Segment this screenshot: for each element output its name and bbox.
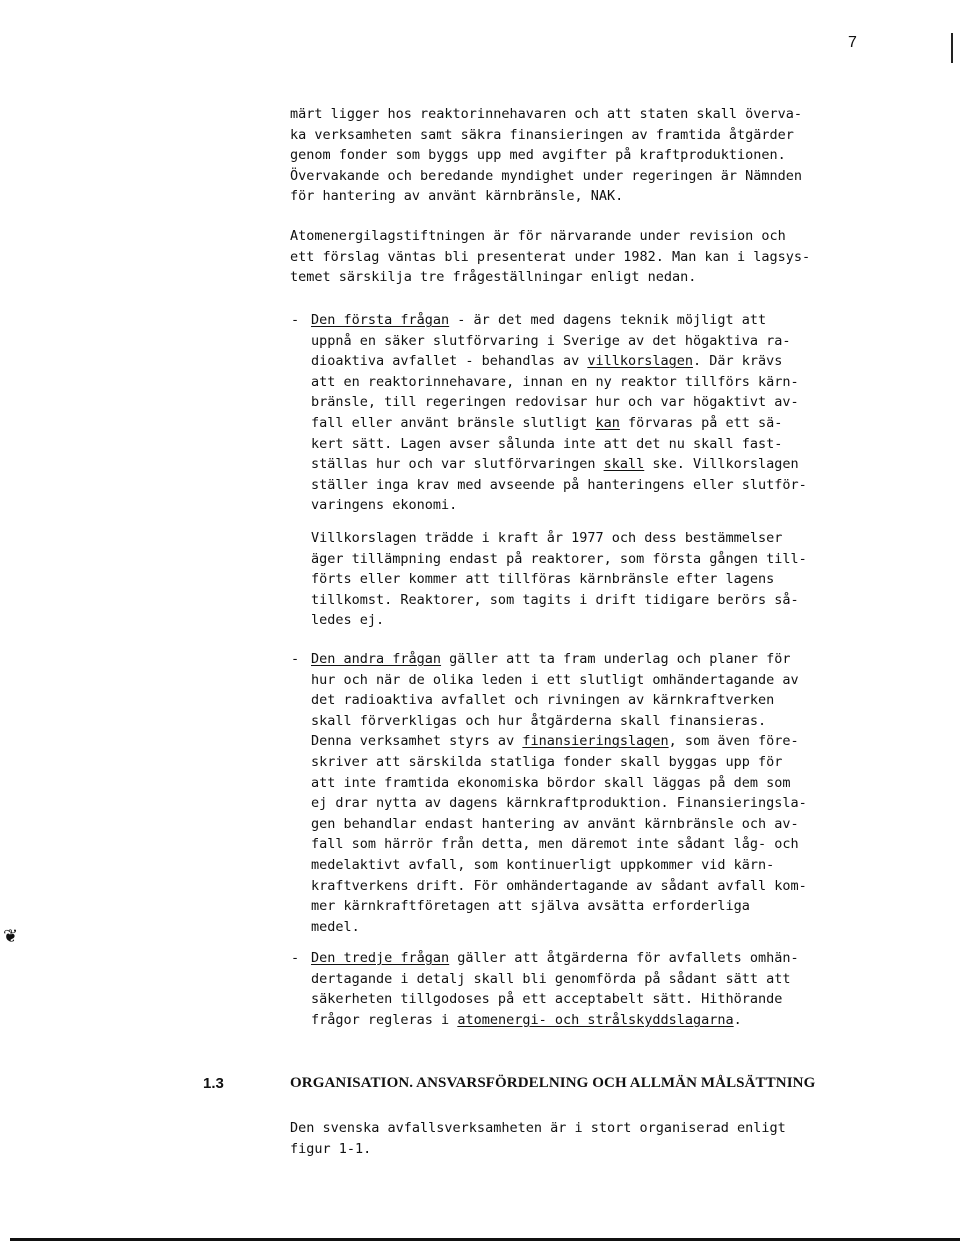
text-line: Övervakande och beredande myndighet under regeringen är Nämnden <box>290 167 803 184</box>
text-span: . Där krävs <box>693 353 783 370</box>
text-line: tillkomst. Reaktorer, som tagits i drift tidigare berörs så- <box>311 591 799 608</box>
text-line: för hantering av använt kärnbränsle, NAK. <box>290 188 624 205</box>
paragraph-legislation <box>290 226 870 288</box>
text-line: mer kärnkraftföretagen att själva avsätta erforderliga <box>311 898 750 915</box>
text-line: temet särskilja tre frågeställningar enligt nedan. <box>290 269 697 286</box>
text-span: gäller att ta fram underlag och planer för <box>441 651 791 667</box>
text-line: dertagande i detalj skall bli genomförda på sådant sätt att <box>311 970 791 987</box>
term-third-question: Den tredje frågan <box>311 950 450 966</box>
text-line <box>311 649 871 670</box>
text-line: medel. <box>311 918 360 935</box>
text-line: ställer inga krav med avseende på hanteringens eller slutför- <box>311 476 807 493</box>
text-span: fall eller använt bränsle slutligt <box>311 414 596 431</box>
paragraph-intro <box>290 104 870 207</box>
text-span: , som även före- <box>668 733 799 750</box>
text-span: - är det med dagens teknik möjligt att <box>449 312 767 328</box>
text-line <box>311 454 871 475</box>
paragraph-organisation <box>290 1118 870 1159</box>
text-line: ej drar nytta av dagens kärnkraftproduktion. Finansieringsla- <box>311 795 807 812</box>
text-line: figur 1-1. <box>290 1140 372 1157</box>
text-line <box>311 310 871 331</box>
text-line: Atomenergilagstiftningen är för närvarande under revision och <box>290 228 786 244</box>
text-span: Denna verksamhet styrs av <box>311 733 523 750</box>
text-line: Den svenska avfallsverksamheten är i stort organiserad enligt <box>290 1120 786 1136</box>
paragraph-villkorslagen <box>311 528 871 631</box>
text-line: ett förslag väntas bli presenterat under 1982. Man kan i lagsys- <box>290 248 811 265</box>
text-line: medelaktivt avfall, som kontinuerligt uppkommer vid kärn- <box>311 856 775 873</box>
text-line: äger tillämpning endast på reaktorer, som första gången till- <box>311 550 807 567</box>
page-number: 7 <box>848 34 857 51</box>
section-title: ORGANISATION. ANSVARSFÖRDELNING OCH ALLMÄN MÅLSÄTTNING <box>290 1075 816 1091</box>
list-item-third-question <box>291 948 871 1030</box>
text-line: att inte framtida ekonomiska bördor skall läggas på dem som <box>311 774 791 791</box>
text-line: ka verksamheten samt säkra finansieringen av framtida åtgärder <box>290 126 794 143</box>
text-line: Villkorslagen trädde i kraft år 1977 och dess bestämmelser <box>311 530 783 546</box>
list-item-second-question <box>291 649 871 937</box>
text-line: fall som härrör från detta, men däremot inte sådant låg- och <box>311 836 799 853</box>
term-skall: skall <box>603 456 645 473</box>
text-line <box>311 948 871 969</box>
text-line: uppnå en säker slutförvaring i Sverige av det högaktiva ra- <box>311 332 791 349</box>
text-line: skriver att särskilda statliga fonder skall byggas upp för <box>311 753 783 770</box>
text-line: ledes ej. <box>311 612 385 629</box>
text-line <box>311 351 871 372</box>
list-item-first-question <box>291 310 871 516</box>
text-line: gen behandlar endast hantering av använt kärnbränsle och av- <box>311 815 799 832</box>
text-span: ställas hur och var slutförvaringen <box>311 456 604 473</box>
text-span: frågor regleras i <box>311 1011 458 1028</box>
text-line: bränsle, till regeringen redovisar hur och var högaktivt av- <box>311 394 799 411</box>
term-finansieringslagen: finansieringslagen <box>522 733 669 750</box>
text-line: förts eller kommer att tillföras kärnbränsle efter lagens <box>311 571 775 588</box>
term-atomenergi-lagarna: atomenergi- och strålskyddslagarna <box>457 1011 734 1028</box>
text-span: ske. Villkorslagen <box>644 456 799 473</box>
text-span: förvaras på ett sä- <box>619 414 783 431</box>
text-span: dioaktiva avfallet - behandlas av <box>311 353 588 370</box>
term-kan: kan <box>595 414 620 431</box>
text-line <box>311 1010 871 1031</box>
text-line: varingens ekonomi. <box>311 497 458 514</box>
text-line: genom fonder som byggs upp med avgifter på kraftproduktionen. <box>290 147 786 164</box>
term-villkorslagen: villkorslagen <box>587 353 694 370</box>
text-line <box>311 413 871 434</box>
text-line: att en reaktorinnehavare, innan en ny reaktor tillförs kärn- <box>311 373 799 390</box>
page-bottom-rule <box>10 1238 960 1241</box>
text-span: gäller att åtgärderna för avfallets omhän- <box>449 950 799 966</box>
list-dash: - <box>291 950 300 966</box>
term-first-question: Den första frågan <box>311 312 450 328</box>
text-span: . <box>733 1011 742 1028</box>
text-line: det radioaktiva avfallet och rivningen av kärnkraftverken <box>311 692 775 709</box>
margin-ink-mark: ❦ <box>3 926 19 947</box>
scan-edge-mark <box>951 33 953 63</box>
text-line: säkerheten tillgodoses på ett acceptabelt sätt. Hithörande <box>311 991 783 1008</box>
term-second-question: Den andra frågan <box>311 651 442 667</box>
list-dash: - <box>291 312 300 328</box>
text-line: hur och när de olika leden i ett slutligt omhändertagande av <box>311 671 799 688</box>
text-line: kraftverkens drift. För omhändertagande av sådant avfall kom- <box>311 877 807 894</box>
text-line: skall förverkligas och hur åtgärderna skall finansieras. <box>311 712 767 729</box>
text-line: märt ligger hos reaktorinnehavaren och att staten skall överva- <box>290 106 803 122</box>
text-line: kert sätt. Lagen avser sålunda inte att det nu skall fast- <box>311 435 783 452</box>
text-line <box>311 731 871 752</box>
list-dash: - <box>291 651 300 667</box>
section-number: 1.3 <box>203 1075 224 1092</box>
